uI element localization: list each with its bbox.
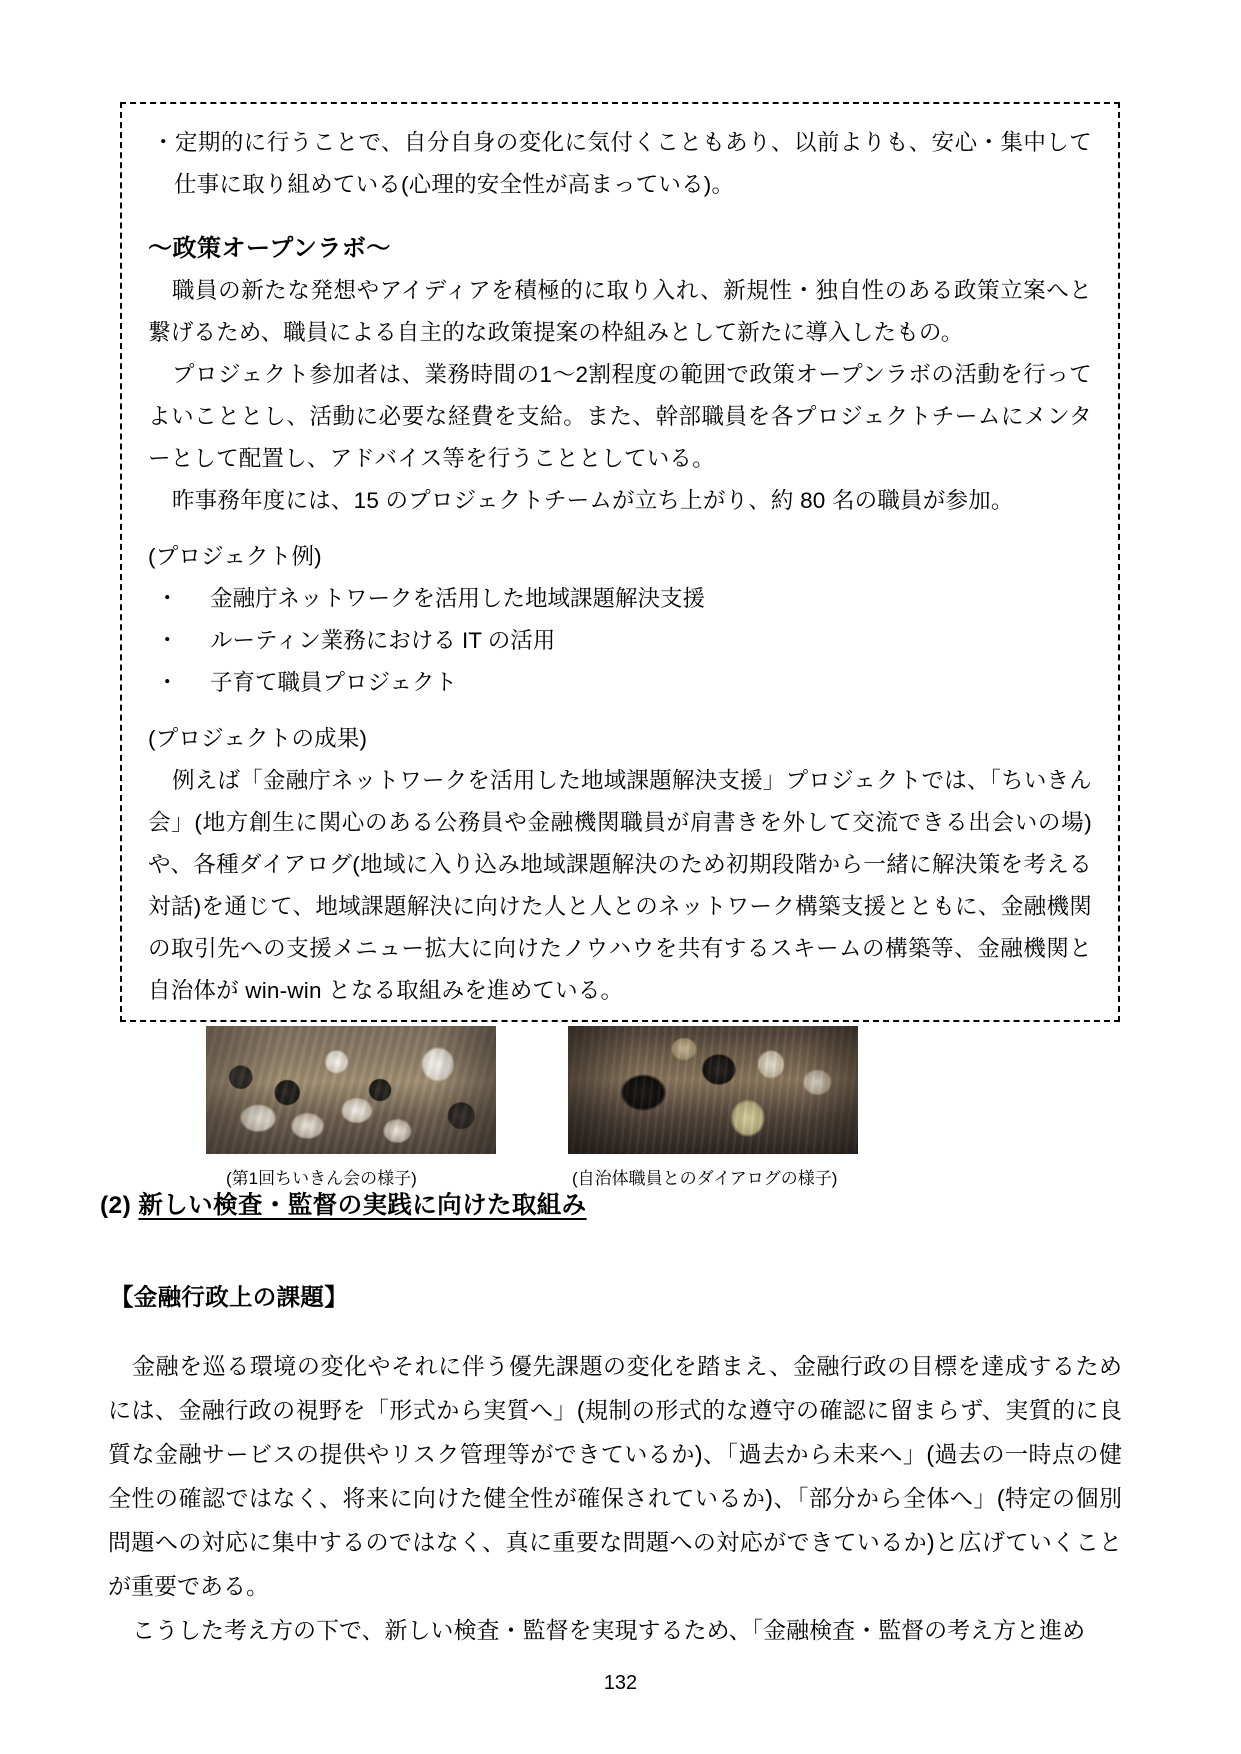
photo-dialogue bbox=[568, 1026, 858, 1154]
spacer bbox=[148, 206, 1092, 228]
callout-box bbox=[120, 102, 1120, 1188]
section-title: 新しい検査・監督の実践に向けた取組み bbox=[138, 1192, 587, 1219]
spacer bbox=[148, 522, 1092, 536]
callout-paragraph-1: 職員の新たな発想やアイディアを積極的に取り入れ、新規性・独自性のある政策立案へと繋げるため、職員による自主的な政策提案の枠組みとして新たに導入したもの。 bbox=[148, 278, 1092, 345]
spacer bbox=[148, 704, 1092, 718]
section-body bbox=[108, 1344, 1122, 1652]
list-item-label: 子育て職員プロジェクト bbox=[210, 670, 458, 695]
photo-cell-2 bbox=[568, 1026, 858, 1194]
results-label: (プロジェクトの成果) bbox=[148, 726, 368, 751]
project-examples-list bbox=[148, 578, 1092, 704]
photo-overlay-layer bbox=[206, 1026, 496, 1154]
results-paragraph: 例えば「金融庁ネットワークを活用した地域課題解決支援」プロジェクトでは、「ちいきん会」(地方創生に関心のある公務員や金融機関職員が肩書きを外して交流できる出会いの場)や、各種ダイアログ(地域に入り込み地域課題解決のため初期段階から一緒に解決策を考える対話)を通じて、地域課題解決に向けた人と人とのネットワーク構築支援とともに、金融機関の取引先への支援メニュー拡大に向けたノウハウを共有するスキームの構築等、金融機関と自治体が win-win となる取組みを進めている。 bbox=[148, 768, 1092, 1003]
photo-chiikin-kai bbox=[206, 1026, 496, 1154]
list-item-label: ルーティン業務における IT の活用 bbox=[210, 628, 556, 653]
section-heading bbox=[100, 1186, 587, 1221]
bullet-dot-icon: ・ bbox=[156, 586, 179, 611]
list-item bbox=[148, 620, 1092, 662]
list-item bbox=[148, 662, 1092, 704]
photo-cell-1 bbox=[206, 1026, 496, 1194]
sub-heading: 【金融行政上の課題】 bbox=[110, 1284, 348, 1310]
photo-caption-1: (第1回ちいきん会の様子) bbox=[226, 1169, 417, 1188]
callout-heading: ～政策オープンラボ～ bbox=[148, 235, 391, 262]
callout-intro-bullet: ・定期的に行うことで、自分自身の変化に気付くこともあり、以前よりも、安心・集中して仕事に取り組めている(心理的安全性が高まっている)。 bbox=[152, 130, 1092, 197]
page-number: 132 bbox=[603, 1672, 638, 1694]
bullet-dot-icon: ・ bbox=[156, 670, 179, 695]
list-item bbox=[148, 578, 1092, 620]
list-item-label: 金融庁ネットワークを活用した地域課題解決支援 bbox=[210, 586, 706, 611]
examples-label: (プロジェクト例) bbox=[148, 544, 322, 569]
photo-overlay-layer bbox=[568, 1026, 858, 1154]
photo-row bbox=[148, 1026, 1092, 1194]
body-paragraph-1: 金融を巡る環境の変化やそれに伴う優先課題の変化を踏まえ、金融行政の目標を達成するためには、金融行政の視野を「形式から実質へ」(規制の形式的な遵守の確認に留まらず、実質的に良質な金融サービスの提供やリスク管理等ができているか)、「過去から未来へ」(過去の一時点の健全性の確認ではなく、将来に向けた健全性が確保されているか)、「部分から全体へ」(特定の個別問題への対応に集中するのではなく、真に重要な問題への対応ができているか)と広げていくことが重要である。 bbox=[108, 1353, 1122, 1599]
callout-paragraph-3: 昨事務年度には、15 のプロジェクトチームが立ち上がり、約 80 名の職員が参加。 bbox=[172, 488, 1014, 513]
body-paragraph-2: こうした考え方の下で、新しい検査・監督を実現するため、「金融検査・監督の考え方と進め bbox=[132, 1617, 1086, 1643]
callout-paragraph-2: プロジェクト参加者は、業務時間の1～2割程度の範囲で政策オープンラボの活動を行ってよいこととし、活動に必要な経費を支給。また、幹部職員を各プロジェクトチームにメンターとして配置し、アドバイス等を行うこととしている。 bbox=[148, 362, 1092, 471]
bullet-dot-icon: ・ bbox=[156, 628, 179, 653]
photo-caption-2: (自治体職員とのダイアログの様子) bbox=[572, 1169, 838, 1188]
section-number: (2) bbox=[100, 1192, 132, 1219]
